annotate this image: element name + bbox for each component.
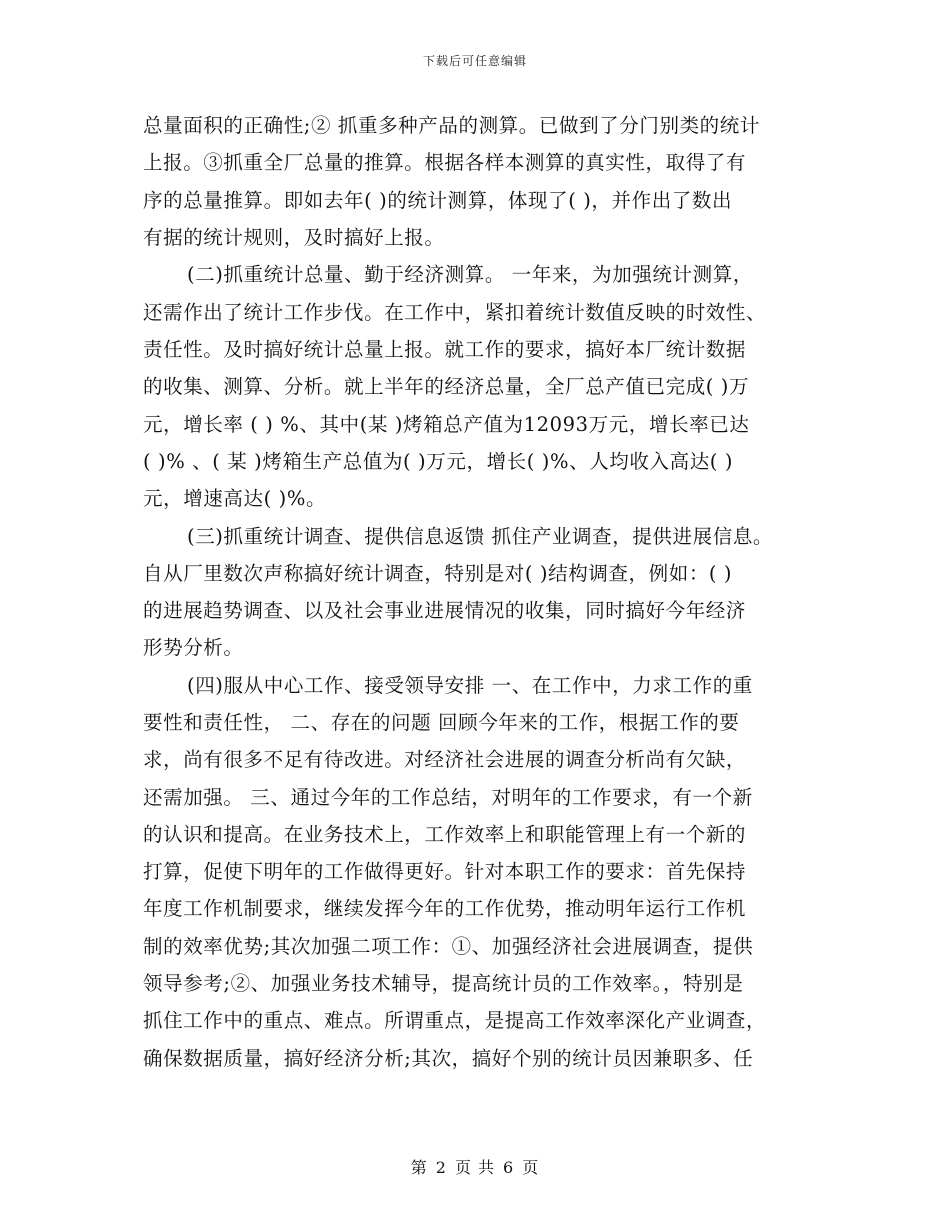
body-line: 自从厂里数次声称搞好统计调查，特别是对( )结构调查，例如：( ) [143,562,733,585]
body-line: 的认识和提高。在业务技术上，工作效率上和职能管理上有一个新的 [143,823,747,846]
body-line: ( )% 、( 某 )烤箱生产总值为( )万元，增长( )%、人均收入高达( ) [143,450,734,473]
body-line: 有据的统计规则，及时搞好上报。 [143,226,445,249]
body-line: 元，增长率 ( ) %、其中(某 )烤箱总产值为12093万元，增长率已达 [143,413,750,436]
body-line: 领导参考;②、加强业务技术辅导，提高统计员的工作效率。，特别是 [143,972,744,995]
body-line: 要性和责任性， 二、存在的问题 回顾今年来的工作，根据工作的要 [143,711,740,734]
body-line: 抓住工作中的重点、难点。所谓重点，是提高工作效率深化产业调查， [143,1009,767,1032]
body-line: 责任性。及时搞好统计总量上报。就工作的要求，搞好本厂统计数据 [143,338,747,361]
body-line: 求，尚有很多不足有待改进。对经济社会进展的调查分析尚有欠缺， [143,748,747,771]
footer-middle: 页 共 [454,1158,496,1177]
paragraph-heading-3: (三)抓重统计调查、提供信息返馈 抓住产业调查，提供进展信息。 [187,525,774,548]
footer-page-number: 2 [435,1158,447,1177]
paragraph-heading-4: (四)服从中心工作、接受领导安排 一、在工作中，力求工作的重 [187,674,753,697]
body-line: 的收集、测算、分析。就上半年的经济总量，全厂总产值已完成( )万 [143,375,750,398]
body-line: 打算，促使下明年的工作做得更好。针对本职工作的要求：首先保持 [143,860,747,883]
body-line: 形势分析。 [143,636,244,659]
footer-total-pages: 6 [503,1158,515,1177]
footer-suffix: 页 [522,1158,540,1177]
body-line: 制的效率优势;其次加强二项工作：①、加强经济社会进展调查，提供 [143,935,754,958]
body-line: 元，增速高达( )%。 [143,487,327,510]
body-line: 还需加强。 三、通过今年的工作总结，对明年的工作要求，有一个新 [143,786,753,809]
page-header: 下载后可任意编辑 [422,54,527,68]
body-line: 总量面积的正确性;② 抓重多种产品的测算。已做到了分门别类的统计 [143,114,760,137]
page-footer [0,1155,950,1178]
paragraph-heading-2: (二)抓重统计总量、勤于经济测算。 一年来，为加强统计测算， [187,263,753,286]
body-line: 的进展趋势调查、以及社会事业进展情况的收集，同时搞好今年经济 [143,599,747,622]
body-line: 确保数据质量，搞好经济分析;其次，搞好个别的统计员因兼职多、任 [143,1047,754,1070]
body-line: 序的总量推算。即如去年( )的统计测算，体现了( )，并作出了数出 [143,189,733,212]
body-line: 还需作出了统计工作步伐。在工作中，紧扣着统计数值反映的时效性、 [143,301,767,324]
body-line: 年度工作机制要求，继续发挥今年的工作优势，推动明年运行工作机 [143,897,747,920]
footer-prefix: 第 [410,1158,428,1177]
body-line: 上报。③抓重全厂总量的推算。根据各样本测算的真实性，取得了有 [143,151,747,174]
